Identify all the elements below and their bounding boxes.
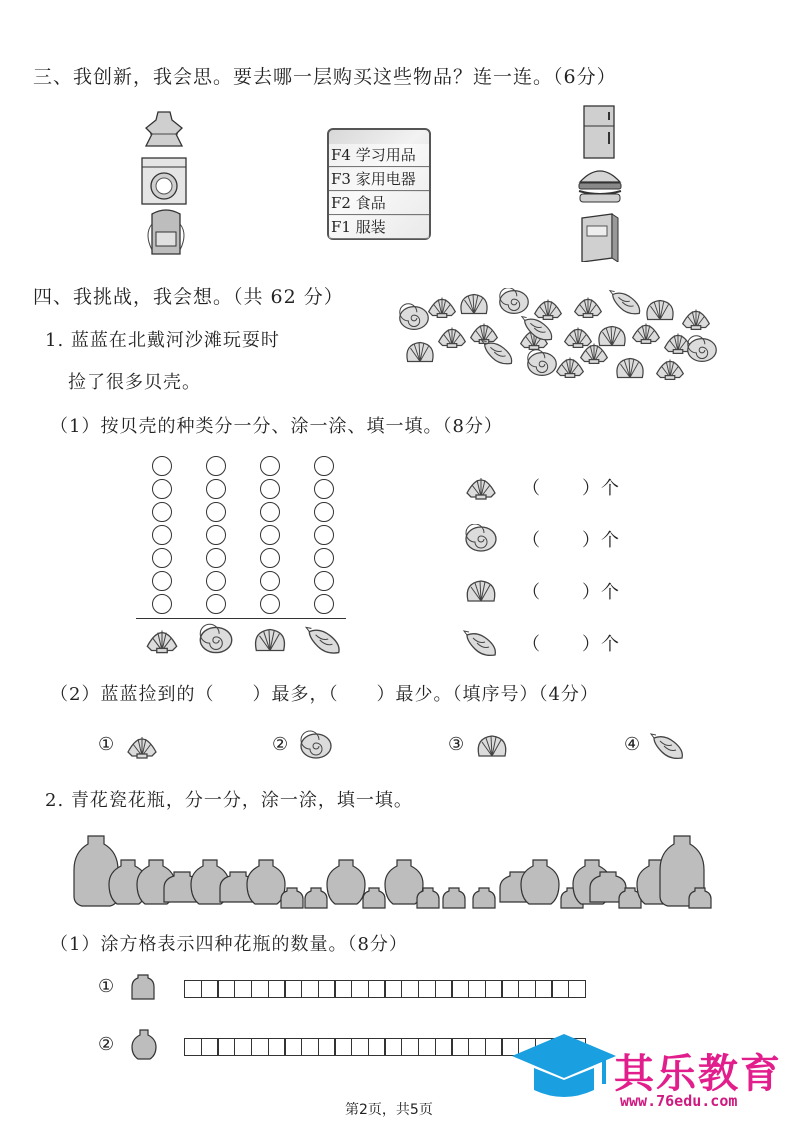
tally-circle[interactable]	[152, 525, 172, 545]
small-vase	[443, 888, 465, 908]
tally-circle[interactable]	[152, 502, 172, 522]
option-row	[98, 730, 718, 764]
tally-circle[interactable]	[152, 571, 172, 591]
grid-cell[interactable]	[468, 1038, 486, 1056]
tally-circle[interactable]	[152, 594, 172, 614]
backpack-icon	[148, 210, 184, 254]
conch-shell-icon	[610, 291, 640, 314]
conch-shell-icon	[462, 628, 500, 658]
snail-shell-icon	[466, 524, 496, 551]
tally-circle[interactable]	[206, 525, 226, 545]
mid-vase	[247, 860, 285, 904]
washing-machine-icon	[142, 158, 186, 204]
grid-cell[interactable]	[268, 1038, 286, 1056]
scallop-shell-icon	[439, 327, 466, 347]
conch-shell-icon	[464, 631, 495, 655]
floor-f1: F1 服装	[329, 216, 429, 239]
grid-cell[interactable]	[301, 1038, 319, 1056]
small-vase	[363, 888, 385, 908]
grid-cell[interactable]	[451, 1038, 469, 1056]
conch-shell-icon	[651, 734, 682, 758]
scallop-shell-icon	[633, 323, 660, 343]
grid-cell[interactable]	[217, 1038, 235, 1056]
tally-circle[interactable]	[206, 502, 226, 522]
chart-shell-row	[140, 622, 350, 658]
watermark-brand: 其乐教育	[614, 1051, 782, 1097]
fan-shell-icon	[461, 295, 487, 314]
tally-circle[interactable]	[260, 525, 280, 545]
fan-shell-icon	[256, 630, 285, 651]
q1-part2: （2）蓝蓝捡到的（ ）最多，（ ）最少。（填序号）（4分）	[50, 684, 599, 705]
q1-line2: 捡了很多贝壳。	[68, 372, 201, 393]
fan-shell-icon	[478, 736, 506, 756]
tally-circle[interactable]	[314, 571, 334, 591]
grid-cell[interactable]	[268, 980, 286, 998]
tally-circle[interactable]	[152, 548, 172, 568]
floor-f4: F4 学习用品	[329, 144, 429, 167]
tally-circle[interactable]	[314, 594, 334, 614]
blank-open: （	[522, 634, 541, 655]
section3-heading: 三、我创新，我会思。要去哪一层购买这些物品？连一连。（6分）	[33, 66, 617, 88]
grid-cell[interactable]	[568, 980, 586, 998]
grid-row-label: ①	[98, 976, 116, 997]
grid-cell[interactable]	[318, 980, 336, 998]
tally-circle[interactable]	[260, 502, 280, 522]
count-blanks	[462, 470, 662, 670]
snail-shell-icon	[462, 524, 500, 554]
tally-circle[interactable]	[314, 502, 334, 522]
tally-circle[interactable]	[152, 479, 172, 499]
tall-vase-icon	[130, 1028, 158, 1062]
grid-cell[interactable]	[234, 980, 252, 998]
grid-cell[interactable]	[501, 980, 519, 998]
conch-shell-icon	[306, 627, 339, 653]
scallop-shell-icon	[575, 297, 602, 317]
grid-cell[interactable]	[551, 980, 569, 998]
scallop-shell-icon	[557, 357, 584, 377]
grid-cell[interactable]	[401, 1038, 419, 1056]
refrigerator-icon	[584, 106, 614, 158]
fan-shell-icon	[617, 359, 643, 378]
option-4-label[interactable]: ④	[624, 734, 642, 755]
fan-shell-icon	[467, 581, 495, 601]
grid-cell[interactable]	[334, 1038, 352, 1056]
snail-shell-icon	[500, 288, 529, 313]
blank-open: （	[522, 530, 541, 551]
scallop-shell-icon	[429, 297, 456, 317]
grid-cell[interactable]	[468, 980, 486, 998]
tally-circle[interactable]	[206, 571, 226, 591]
watermark-url: www.76edu.com	[620, 1092, 738, 1110]
grid-cell[interactable]	[401, 980, 419, 998]
q2-part1: （1）涂方格表示四种花瓶的数量。（8分）	[50, 934, 408, 955]
tally-circle[interactable]	[314, 456, 334, 476]
scallop-shell-icon	[462, 472, 500, 502]
shell-cluster-picture	[398, 288, 728, 388]
floor-f3: F3 家用电器	[329, 168, 429, 191]
small-jar-icon	[130, 972, 156, 1002]
snail-shell-icon	[400, 304, 429, 330]
scallop-shell-icon	[581, 343, 608, 363]
grid-cell[interactable]	[217, 980, 235, 998]
grid-cell[interactable]	[301, 980, 319, 998]
scallop-shell-icon	[535, 299, 562, 319]
snail-shell-icon	[528, 350, 557, 376]
grid-cell[interactable]	[518, 980, 536, 998]
scallop-shell-icon	[471, 323, 498, 343]
scallop-shell-icon	[565, 327, 592, 347]
grid-cell[interactable]	[201, 1038, 219, 1056]
tally-circle[interactable]	[314, 548, 334, 568]
tally-circle[interactable]	[260, 456, 280, 476]
scallop-shell-icon	[467, 478, 495, 499]
hamburger-icon	[579, 171, 621, 202]
blank-close[interactable]: ）个	[582, 634, 620, 655]
grid-cell[interactable]	[251, 980, 269, 998]
blank-close[interactable]: ）个	[582, 582, 620, 603]
tally-circle[interactable]	[260, 479, 280, 499]
section4-heading: 四、我挑战，我会想。（共 62 分）	[33, 286, 344, 308]
blank-close[interactable]: ）个	[582, 530, 620, 551]
blank-close[interactable]: ）个	[582, 478, 620, 499]
grid-cell[interactable]	[184, 980, 202, 998]
snail-shell-icon	[296, 730, 336, 762]
grid-cell[interactable]	[435, 980, 453, 998]
circle-tally-chart	[136, 448, 346, 618]
grid-cell[interactable]	[384, 1038, 402, 1056]
fan-shell-icon	[472, 730, 512, 762]
fan-shell-icon	[647, 301, 673, 320]
floor-f2: F2 食品	[329, 192, 429, 215]
grid-cell[interactable]	[418, 980, 436, 998]
grid-cell[interactable]	[435, 1038, 453, 1056]
store-floor-directory	[327, 128, 431, 240]
fill-grid[interactable]	[184, 980, 585, 1002]
conch-shell-icon	[648, 730, 688, 762]
scallop-shell-icon	[122, 730, 162, 762]
q2-line1: 2. 青花瓷花瓶，分一分，涂一涂，填一填。	[45, 790, 413, 811]
option-1-label[interactable]: ①	[98, 734, 116, 755]
fan-shell-icon	[599, 327, 625, 346]
grid-cell[interactable]	[485, 980, 503, 998]
blank-open: （	[522, 582, 541, 603]
tally-circle[interactable]	[260, 571, 280, 591]
grid-cell[interactable]	[284, 1038, 302, 1056]
grid-cell[interactable]	[284, 980, 302, 998]
grid-cell[interactable]	[535, 980, 553, 998]
grid-cell[interactable]	[351, 1038, 369, 1056]
scallop-shell-icon	[657, 359, 684, 379]
scallop-shell-icon	[147, 631, 176, 653]
scallop-shell-icon	[683, 309, 710, 329]
chart-baseline	[136, 618, 346, 619]
grid-cell[interactable]	[368, 1038, 386, 1056]
dress-icon	[146, 112, 182, 146]
tally-circle[interactable]	[206, 548, 226, 568]
fan-shell-icon	[407, 343, 433, 362]
tally-circle[interactable]	[314, 479, 334, 499]
grid-cell[interactable]	[318, 1038, 336, 1056]
grid-cell[interactable]	[485, 1038, 503, 1056]
blank-open: （	[522, 478, 541, 499]
tally-circle[interactable]	[314, 525, 334, 545]
left-items	[138, 108, 190, 258]
tally-circle[interactable]	[260, 594, 280, 614]
snail-shell-icon	[301, 731, 331, 758]
grid-cell[interactable]	[451, 980, 469, 998]
option-2-label[interactable]: ②	[272, 734, 290, 755]
right-items	[572, 104, 626, 262]
grid-cell[interactable]	[251, 1038, 269, 1056]
grid-row-label: ②	[98, 1034, 116, 1055]
scallop-shell-icon	[128, 737, 156, 758]
small-vase	[473, 888, 495, 908]
graduation-cap-icon	[508, 1026, 618, 1106]
tally-circle[interactable]	[260, 548, 280, 568]
fan-shell-icon	[462, 576, 500, 606]
grid-cell[interactable]	[201, 980, 219, 998]
q1-part1: （1）按贝壳的种类分一分、涂一涂、填一填。（8分）	[50, 416, 503, 437]
q1-line1: 1. 蓝蓝在北戴河沙滩玩耍时	[45, 330, 280, 351]
snail-shell-icon	[688, 336, 717, 362]
tally-circle[interactable]	[152, 456, 172, 476]
option-3-label[interactable]: ③	[448, 734, 466, 755]
grid-cell[interactable]	[334, 980, 352, 998]
tally-circle[interactable]	[206, 594, 226, 614]
page-footer: 第2页，共5页	[345, 1102, 433, 1118]
vase-row-picture	[70, 826, 720, 914]
mid-vase	[521, 860, 559, 904]
grid-cell[interactable]	[234, 1038, 252, 1056]
snail-shell-icon	[200, 624, 232, 652]
book-icon	[582, 214, 618, 262]
grid-cell[interactable]	[184, 1038, 202, 1056]
grid-cell[interactable]	[351, 980, 369, 998]
mid-vase	[327, 860, 365, 904]
tally-circle[interactable]	[206, 456, 226, 476]
grid-cell[interactable]	[418, 1038, 436, 1056]
grid-cell[interactable]	[368, 980, 386, 998]
grid-cell[interactable]	[384, 980, 402, 998]
conch-shell-icon	[482, 341, 512, 364]
small-vase	[305, 888, 327, 908]
tally-circle[interactable]	[206, 479, 226, 499]
